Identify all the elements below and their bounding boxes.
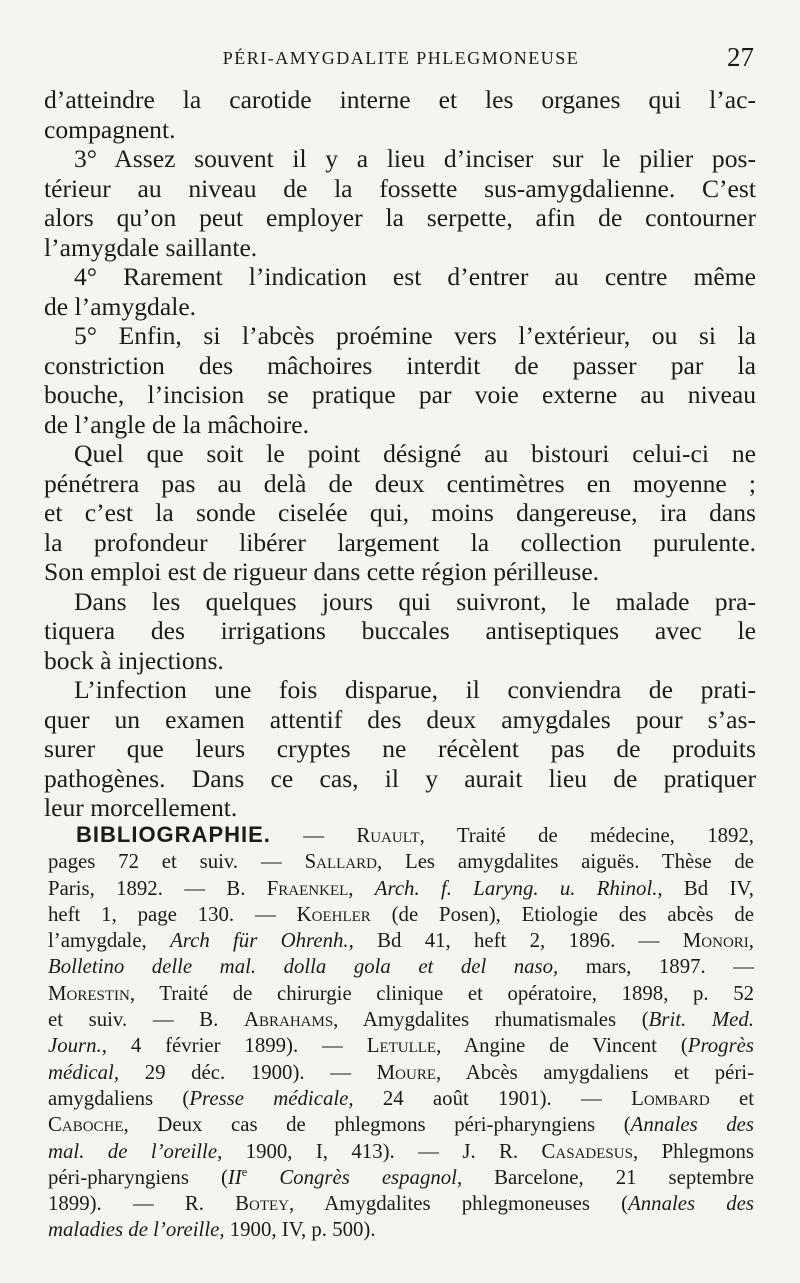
publication-title: Presse médicale, <box>189 1086 354 1110</box>
author-name: Moure <box>376 1060 436 1084</box>
text-line: bock à injections. <box>44 645 224 675</box>
author-name: Sallard <box>304 850 377 874</box>
text-line: surer que leurs cryptes ne récèlent pas de produits <box>44 734 756 763</box>
citation-text: et suiv. — B. <box>48 1008 244 1032</box>
text-line: de l’angle de la mâchoire. <box>44 409 310 439</box>
citation-text: , Traité de chirurgie clinique et opératoire, 1898, p. 52 <box>129 981 754 1005</box>
bibliography-line <box>48 902 754 928</box>
text-line: et c’est la sonde ciselée qui, moins dangereuse, ira dans <box>44 498 756 527</box>
text-line: bouche, l’incision se pratique par voie externe au niveau <box>44 380 756 409</box>
citation-text: péri-pharyngiens ( <box>48 1165 228 1189</box>
citation-text: , Les amygdalites aiguës. Thèse de <box>376 850 755 874</box>
publication-title: Bolletino delle mal. dolla gola et del naso, <box>48 955 559 979</box>
text-line: pénétrera pas au delà de deux centimètres en moyenne ; <box>44 468 756 498</box>
citation-text: , Barcelone, 21 septembre <box>456 1165 754 1189</box>
bibliography <box>48 822 754 1244</box>
text-line: la profondeur libérer largement la collection purulente. <box>44 527 756 557</box>
publication-title: Progrès <box>687 1034 754 1058</box>
citation-text: , Bd 41, heft 2, 1896. — <box>348 929 683 953</box>
citation-text: , Abcès amygdaliens et péri- <box>436 1060 754 1084</box>
author-name: Ruault <box>356 824 420 847</box>
citation-text: , Deux cas de phlegmons péri-pharyngiens ( <box>123 1113 631 1137</box>
author-name: Fraenkel <box>266 876 349 900</box>
bibliography-line <box>48 1217 754 1243</box>
author-name: Letulle <box>366 1034 437 1058</box>
text-line: quer un examen attentif des deux amygdales pour s’as- <box>44 704 756 734</box>
publication-title: Congrès espagnol <box>247 1165 457 1189</box>
publication-title: médical, <box>48 1060 120 1084</box>
citation-text: 24 août 1901). — <box>353 1086 632 1110</box>
citation-text: , Phlegmons <box>632 1139 755 1163</box>
author-name: Casadesus <box>541 1139 633 1163</box>
bibliography-line <box>48 954 754 980</box>
text-line: Son emploi est de rigueur dans cette région périlleuse. <box>44 557 600 586</box>
citation-text: , Traité de médecine, 1892, <box>419 824 754 847</box>
citation-text: (de Posen), Etiologie des abcès de <box>370 902 754 926</box>
citation-text: Paris, 1892. — B. <box>48 876 267 900</box>
citation-text: 1900, I, 413). — J. R. <box>222 1139 542 1163</box>
citation-text: l’amygdale, <box>48 929 171 953</box>
text-line: compagnent. <box>44 114 176 144</box>
citation-text: , Bd IV, <box>657 876 754 900</box>
running-title: PÉRI-AMYGDALITE PHLEGMONEUSE <box>222 48 580 68</box>
text-line: l’amygdale saillante. <box>44 232 258 262</box>
author-name: Morestin <box>48 981 130 1005</box>
bibliography-line <box>48 981 754 1007</box>
bibliography-line <box>48 1139 754 1165</box>
citation-text: mars, 1897. — <box>558 955 754 979</box>
citation-text: pages 72 et suiv. — <box>48 850 305 874</box>
text-line: L’infection une fois disparue, il conviendra de prati- <box>74 675 756 704</box>
text-line: tiquera des irrigations buccales antiseptiques avec le <box>44 616 756 645</box>
bibliography-line <box>48 1112 754 1138</box>
citation-text: — <box>270 824 357 847</box>
author-name: Botey <box>235 1192 290 1216</box>
text-line: térieur au niveau de la fossette sus-amygdalienne. C’est <box>44 173 756 203</box>
bibliography-line <box>48 876 754 902</box>
text-line: de l’amygdale. <box>44 291 197 321</box>
citation-text: heft 1, page 130. — <box>48 902 297 926</box>
bibliography-line <box>48 1007 754 1033</box>
author-name: Monori <box>682 929 749 953</box>
citation-text: , 4 février 1899). — <box>101 1034 367 1058</box>
citation-text: , <box>348 876 375 900</box>
text-line: constriction des mâchoires interdit de passer par la <box>44 350 756 380</box>
text-line: Quel que soit le point désigné au bistouri celui-ci ne <box>74 439 756 468</box>
publication-title: maladies de l’oreille, <box>48 1218 225 1242</box>
citation-text: 1900, IV, p. 500). <box>224 1218 376 1242</box>
publication-title: mal. de l’oreille, <box>48 1139 223 1163</box>
text-line: 4° Rarement l’indication est d’entrer au centre même <box>74 262 756 291</box>
text-line: Dans les quelques jours qui suivront, le malade pra- <box>74 586 756 616</box>
citation-text: 29 déc. 1900). — <box>119 1060 377 1084</box>
citation-text: et <box>709 1086 754 1110</box>
citation-text: , Angine de Vincent ( <box>436 1034 688 1058</box>
page-number: 27 <box>727 42 754 72</box>
running-head <box>48 44 754 74</box>
citation-text: , Amygdalites phlegmoneuses ( <box>289 1192 629 1216</box>
bibliography-line <box>48 822 754 849</box>
author-name: Lombard <box>631 1086 710 1110</box>
text-line: 5° Enfin, si l’abcès proémine vers l’extérieur, ou si la <box>74 321 756 350</box>
publication-title: Annales des <box>628 1192 754 1216</box>
text-line: 3° Assez souvent il y a lieu d’inciser sur le pilier pos- <box>74 144 756 173</box>
publication-title: Annales des <box>630 1113 754 1137</box>
author-name: Koehler <box>296 902 371 926</box>
citation-text: amygdaliens ( <box>48 1086 190 1110</box>
publication-title: Brit. Med. <box>648 1008 754 1032</box>
body-text <box>44 85 756 823</box>
publication-title: Journ. <box>48 1034 102 1058</box>
bibliography-line <box>48 1060 754 1086</box>
bibliography-line <box>48 1033 754 1059</box>
author-name: Abrahams <box>243 1008 334 1032</box>
citation-text: 1899). — R. <box>48 1192 236 1216</box>
bibliography-line <box>48 849 754 875</box>
text-line: pathogènes. Dans ce cas, il y aurait lieu de pratiquer <box>44 763 756 793</box>
citation-text: , Amygdalites rhumatismales ( <box>333 1008 649 1032</box>
text-line: d’atteindre la carotide interne et les organes qui l’ac- <box>44 85 756 114</box>
bibliography-heading: BIBLIOGRAPHIE. <box>76 822 271 847</box>
bibliography-line <box>48 1086 754 1112</box>
publication-title: Arch für Ohrenh. <box>170 929 349 953</box>
publication-title: II <box>227 1165 242 1189</box>
publication-title: Arch. f. Laryng. u. Rhinol. <box>374 876 658 900</box>
text-line: alors qu’on peut employer la serpette, afin de contourner <box>44 203 756 232</box>
bibliography-line <box>48 1191 754 1217</box>
citation-text: e <box>241 1164 248 1179</box>
author-name: Caboche <box>48 1113 124 1137</box>
citation-text: , <box>748 929 754 953</box>
text-line: leur morcellement. <box>44 793 238 822</box>
bibliography-line <box>48 1165 754 1191</box>
bibliography-line <box>48 928 754 954</box>
